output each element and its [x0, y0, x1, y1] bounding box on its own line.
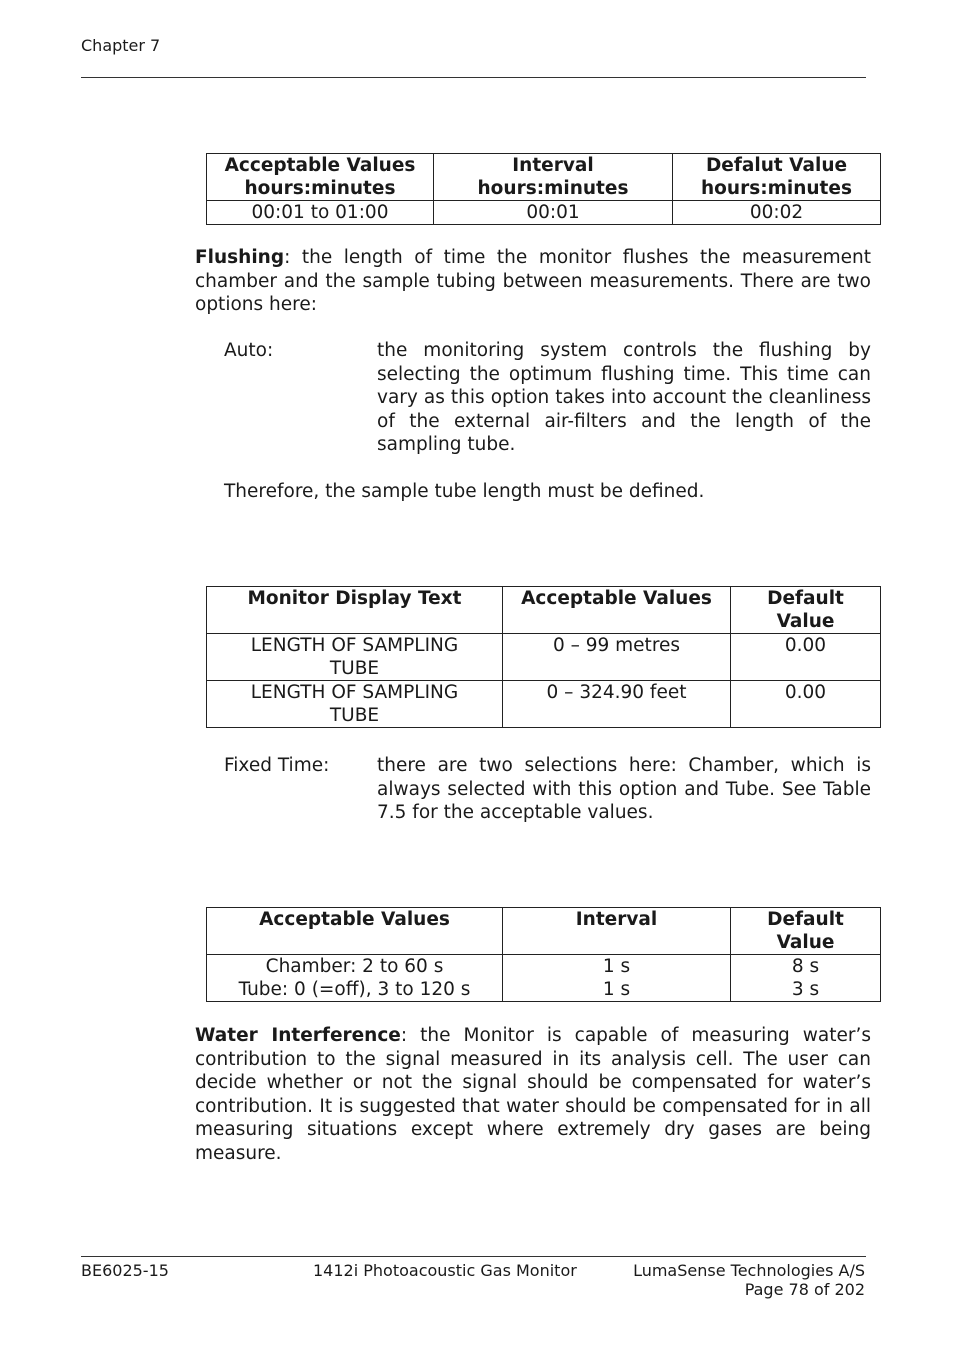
therefore-note: Therefore, the sample tube length must be defined.	[224, 481, 705, 502]
auto-label: Auto:	[224, 340, 274, 361]
table-cell	[503, 955, 731, 1002]
table-cell: 00:02	[673, 201, 881, 225]
table-cell	[731, 955, 881, 1002]
table-row	[207, 681, 881, 728]
table-cell: LENGTH OF SAMPLING TUBE	[207, 681, 503, 728]
table-row	[207, 634, 881, 681]
footer-company: LumaSense Technologies A/S	[633, 1261, 865, 1280]
table-header-cell	[207, 154, 434, 201]
cell-line: 8 s	[791, 956, 820, 977]
table-cell: 0 – 324.90 feet	[503, 681, 731, 728]
auto-description: the monitoring system controls the flushing by selecting the optimum flushing time. This time can vary as this option takes into account the cleanliness of the external air-filters and the length of the sampling tube.	[377, 340, 871, 455]
table-header-cell: Interval	[503, 908, 731, 955]
footer-product: 1412i Photoacoustic Gas Monitor	[313, 1261, 577, 1280]
cell-line: 1 s	[602, 956, 631, 977]
flushing-term: Flushing	[195, 247, 285, 268]
water-interference-term: Water Interference	[195, 1025, 401, 1046]
table-header-cell: Acceptable Values	[207, 908, 503, 955]
header-line: hours:minutes	[244, 178, 396, 199]
table-header-cell: Default Value	[731, 587, 881, 634]
flush-interval-table	[206, 153, 881, 225]
fixed-time-description: there are two selections here: Chamber, which is always selected with this option and Tube. See Table 7.5 for the acceptable values.	[377, 755, 871, 823]
table-row	[207, 201, 881, 225]
cell-line: 1 s	[602, 979, 631, 1000]
water-interference-text: : the Monitor is capable of measuring water’s contribution to the signal measured in its analysis cell. The user can decide whether or not the signal should be compensated for water’s contribution. It is suggested that water should be compensated for in all measuring situations except where extremely dry gases are being measure.	[195, 1025, 871, 1164]
table-cell	[207, 955, 503, 1002]
header-line: hours:minutes	[477, 178, 629, 199]
table-header-row	[207, 587, 881, 634]
fixed-time-label: Fixed Time:	[224, 755, 330, 776]
header-line: Acceptable Values	[224, 155, 416, 176]
table-header-row	[207, 154, 881, 201]
table-header-cell: Default Value	[731, 908, 881, 955]
table-header-row	[207, 908, 881, 955]
header-line: Interval	[512, 155, 594, 176]
header-rule	[81, 77, 866, 78]
water-interference-paragraph	[195, 1024, 871, 1165]
table-header-cell	[673, 154, 881, 201]
fixed-time-table	[206, 907, 881, 1002]
flushing-paragraph	[195, 246, 871, 317]
flushing-text: : the length of time the monitor flushes the measurement chamber and the sample tubing between measurements. There are two options here:	[195, 247, 871, 315]
table-cell: 0.00	[731, 634, 881, 681]
footer-rule	[81, 1256, 866, 1257]
header-line: Defalut Value	[705, 155, 848, 176]
footer-doc-id: BE6025-15	[81, 1261, 169, 1280]
cell-line: 3 s	[791, 979, 820, 1000]
table-cell: 00:01	[434, 201, 673, 225]
table-cell: 0.00	[731, 681, 881, 728]
table-cell: LENGTH OF SAMPLING TUBE	[207, 634, 503, 681]
footer-page-number: Page 78 of 202	[744, 1280, 865, 1299]
table-header-cell	[434, 154, 673, 201]
sampling-tube-table	[206, 586, 881, 728]
cell-line: Chamber: 2 to 60 s	[265, 956, 444, 977]
table-header-cell: Acceptable Values	[503, 587, 731, 634]
table-header-cell: Monitor Display Text	[207, 587, 503, 634]
cell-line: Tube: 0 (=off), 3 to 120 s	[238, 979, 471, 1000]
table-row	[207, 955, 881, 1002]
table-cell: 00:01 to 01:00	[207, 201, 434, 225]
chapter-heading: Chapter 7	[81, 36, 161, 55]
table-cell: 0 – 99 metres	[503, 634, 731, 681]
header-line: hours:minutes	[701, 178, 852, 199]
